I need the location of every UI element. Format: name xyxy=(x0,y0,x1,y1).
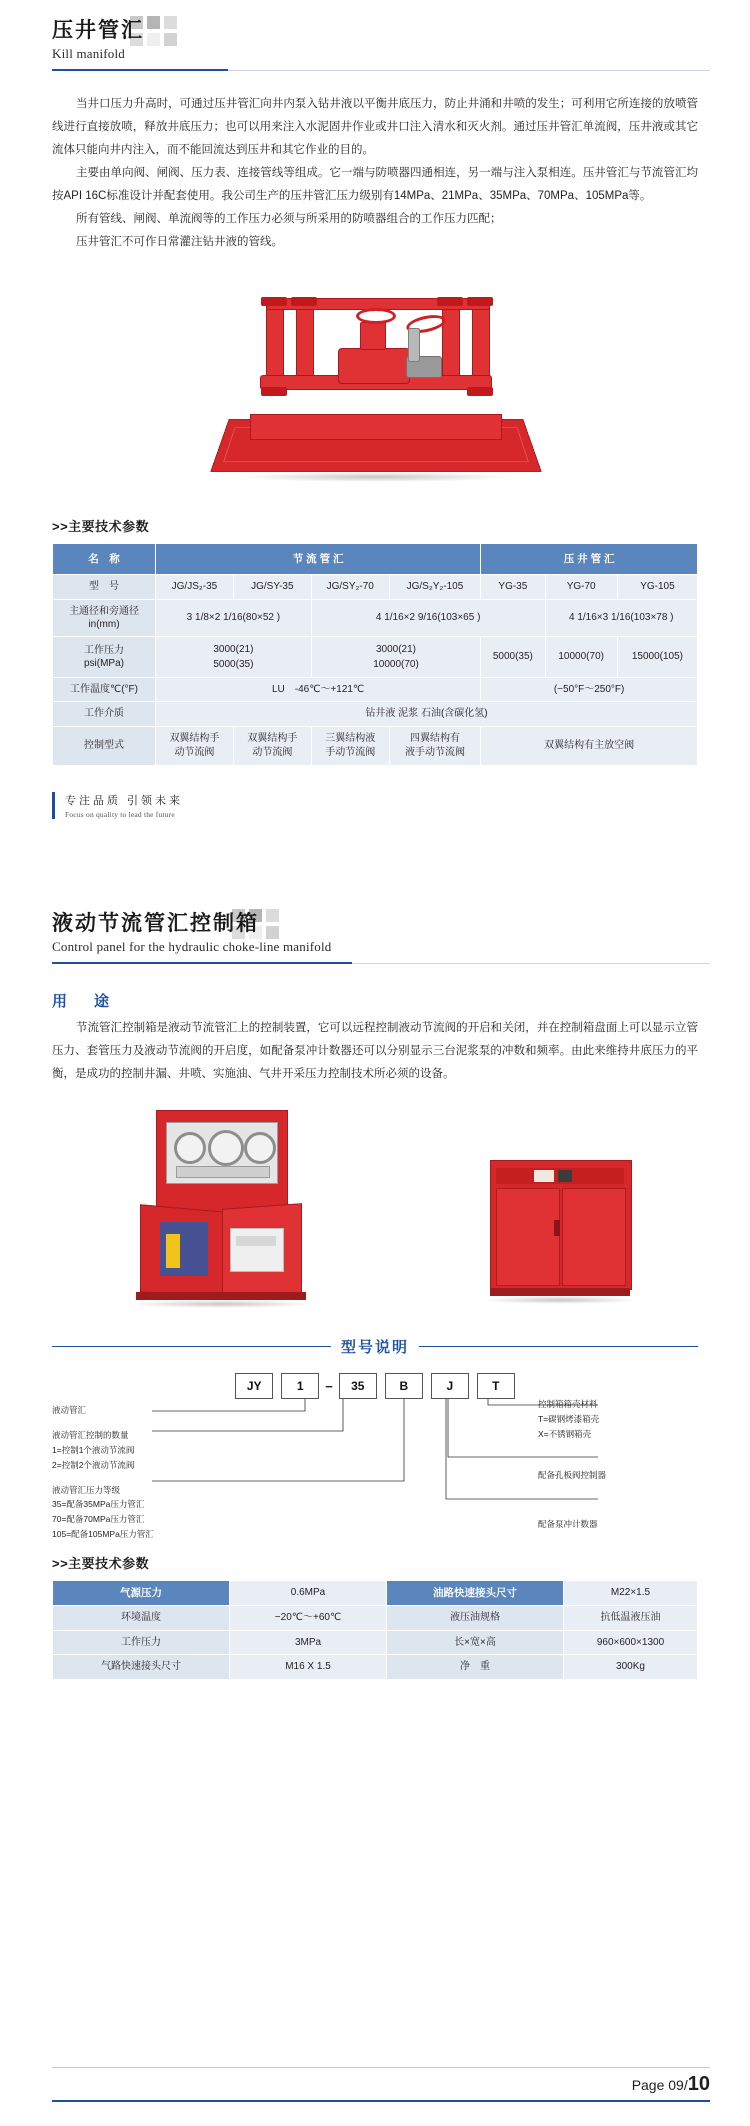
cell: JG/SY-35 xyxy=(233,575,311,600)
control-panel-open-photo xyxy=(110,1110,340,1310)
section-2-subtitle: Control panel for the hydraulic choke-line manifold xyxy=(52,939,332,954)
cell: YG-70 xyxy=(545,575,617,600)
legend-left xyxy=(52,1403,232,1542)
table-row xyxy=(53,702,698,727)
table-row xyxy=(53,1655,698,1680)
section-2-title: 液动节流管汇控制箱 xyxy=(52,911,259,935)
table-row xyxy=(53,1606,698,1631)
section-1-header xyxy=(0,0,750,71)
cell: 10000(70) xyxy=(545,636,617,677)
legend-item: 1=控制1个液动节流阀 xyxy=(52,1444,135,1455)
cell: 三翼结构液 手动节流阀 xyxy=(311,726,389,765)
model-code-count: 1 xyxy=(281,1373,319,1399)
table-header-row xyxy=(53,544,698,575)
th-kill-manifold: 压 井 管 汇 xyxy=(481,544,698,575)
cell: JG/JS₂-35 xyxy=(156,575,234,600)
cell: YG-35 xyxy=(481,575,545,600)
model-code-b: B xyxy=(385,1373,423,1399)
footer-divider xyxy=(52,2067,710,2068)
cell: JG/S₂Y₂-105 xyxy=(389,575,481,600)
cell: −20℃～+60℃ xyxy=(230,1606,387,1631)
table-row xyxy=(53,575,698,600)
control-panel-closed-photo xyxy=(490,1160,640,1310)
cell: 工作压力 xyxy=(53,1630,230,1655)
page-title: 压井管汇 xyxy=(52,19,144,42)
legend-item: 液动管汇压力等级 xyxy=(52,1484,121,1495)
paragraph: 所有管线、闸阀、单流阀等的工作压力必须与所采用的防喷器组合的工作压力匹配； xyxy=(76,213,502,226)
row-label: 型 号 xyxy=(53,575,156,600)
page-subtitle: Kill manifold xyxy=(52,46,126,62)
slogan-cn: 专注品质 引领未来 xyxy=(65,794,184,807)
row-label: 控制型式 xyxy=(53,726,156,765)
cell: 双翼结构有主放空阀 xyxy=(481,726,698,765)
cell: LU -46℃～+121℃ xyxy=(156,677,481,702)
section-2-param-heading: >>主要技术参数 xyxy=(52,1556,150,1571)
table-row xyxy=(53,726,698,765)
cell: 0.6MPa xyxy=(230,1581,387,1606)
cell: 净 重 xyxy=(387,1655,564,1680)
model-code-j: J xyxy=(431,1373,469,1399)
cell: 15000(105) xyxy=(617,636,697,677)
row-label: 工作温度℃(°F) xyxy=(53,677,156,702)
model-explanation-title: 型号说明 xyxy=(341,1339,410,1356)
section-2-header xyxy=(0,911,750,964)
cell: 钻井液 泥浆 石油(含碳化氢) xyxy=(156,702,698,727)
legend-item: T=碳钢烤漆箱壳 xyxy=(538,1413,600,1424)
legend-item: 70=配备70MPa压力管汇 xyxy=(52,1514,145,1525)
cell: 3000(21) 10000(70) xyxy=(311,636,480,677)
model-explanation-header xyxy=(52,1336,698,1357)
section-1-body xyxy=(0,93,750,254)
paragraph: 节流管汇控制箱是液动节流管汇上的控制装置，它可以远程控制液动节流阀的开启和关闭，并在控制箱盘面上可以显示立管压力、套管压力及液动节流阀的开启度，如配备泵冲计数器还可以分别显示三台泥浆泵的冲数和频率。由此来维持井底压力的平衡，是成功的控制井漏、井喷、实施油、气井开采压力控制技术所必须的设备。 xyxy=(52,1022,698,1080)
kill-manifold-spec-table xyxy=(52,543,698,766)
page-number-prefix: Page 09/ xyxy=(631,2077,688,2093)
cell: 双翼结构手 动节流阀 xyxy=(233,726,311,765)
section-1-param-heading: >>主要技术参数 xyxy=(52,519,150,535)
legend-item: 配备孔板阀控制器 xyxy=(538,1469,607,1480)
cell: 气源压力 xyxy=(53,1581,230,1606)
table-row xyxy=(53,677,698,702)
model-code-t: T xyxy=(477,1373,515,1399)
cell: 3 1/8×2 1/16(80×52 ) xyxy=(156,599,312,636)
cell: (−50°F～250°F) xyxy=(481,677,698,702)
cell: 长×宽×高 xyxy=(387,1630,564,1655)
cell: 油路快速接头尺寸 xyxy=(387,1581,564,1606)
legend-right xyxy=(538,1397,698,1531)
uses-body xyxy=(0,1017,750,1086)
legend-item: 105=配备105MPa压力管汇 xyxy=(52,1529,154,1540)
model-code-jy: JY xyxy=(235,1373,273,1399)
footer-accent-bar xyxy=(52,2100,710,2102)
cell: 液压油规格 xyxy=(387,1606,564,1631)
cell: 3MPa xyxy=(230,1630,387,1655)
cell: 四翼结构有 液手动节流阀 xyxy=(389,726,481,765)
paragraph: 压井管汇不可作日常灌注钻井液的管线。 xyxy=(76,236,283,249)
legend-item: X=不锈钢箱壳 xyxy=(538,1428,592,1439)
model-explanation-diagram xyxy=(52,1373,698,1543)
legend-item: 控制箱箱壳材料 xyxy=(538,1399,598,1409)
model-code-pressure: 35 xyxy=(339,1373,377,1399)
cell: 环境温度 xyxy=(53,1606,230,1631)
th-name: 名 称 xyxy=(53,544,156,575)
th-choke-manifold: 节 流 管 汇 xyxy=(156,544,481,575)
cell: 960×600×1300 xyxy=(564,1630,698,1655)
legend-item: 35=配备35MPa压力管汇 xyxy=(52,1499,145,1510)
cell: M22×1.5 xyxy=(564,1581,698,1606)
header-rule xyxy=(52,69,710,71)
table-row xyxy=(53,636,698,677)
legend-item: 2=控制2个液动节流阀 xyxy=(52,1459,135,1470)
control-panel-photos xyxy=(0,1110,750,1310)
cell: 300Kg xyxy=(564,1655,698,1680)
cell: YG-105 xyxy=(617,575,697,600)
cell: 4 1/16×2 9/16(103×65 ) xyxy=(311,599,545,636)
legend-item: 液动管汇控制的数量 xyxy=(52,1429,129,1440)
table-row xyxy=(53,599,698,636)
slogan-en: Focus on quality to lead the future xyxy=(65,809,175,819)
paragraph: 主要由单向阀、闸阀、压力表、连接管线等组成。它一端与防喷器四通相连，另一端与注入泵相连。压井管汇与节流管汇均按API 16C标准设计并配套使用。我公司生产的压井管汇压力级别有14MPa、21MPa、35MPa、70MPa、105MPa等。 xyxy=(52,167,698,203)
page-number xyxy=(632,2073,710,2096)
page-number-total: 10 xyxy=(687,2073,710,2095)
header-rule-2 xyxy=(52,962,710,964)
table-row xyxy=(53,1630,698,1655)
cell: 3000(21) 5000(35) xyxy=(156,636,312,677)
quality-slogan xyxy=(52,792,750,819)
kill-manifold-photo xyxy=(210,272,540,482)
paragraph: 当井口压力升高时，可通过压井管汇向井内泵入钻井液以平衡井底压力，防止井涌和井喷的发生；可利用它所连接的放喷管线进行直接放喷，释放井底压力；也可以用来注入水泥固井作业或井口注入清水和灭火剂。通过压井管汇单流阀，压井液或其它流体只能向井内注入，而不能回流达到压井和其它作业的目的。 xyxy=(52,98,698,157)
cell: 抗低温液压油 xyxy=(564,1606,698,1631)
row-label: 工作压力 psi(MPa) xyxy=(53,636,156,677)
uses-title: 用 途 xyxy=(52,993,116,1010)
legend-item: 配备泵冲计数器 xyxy=(538,1518,598,1529)
cell: 4 1/16×3 1/16(103×78 ) xyxy=(545,599,698,636)
row-label: 工作介质 xyxy=(53,702,156,727)
legend-item: 液动管汇 xyxy=(52,1405,87,1415)
cell: 气路快速接头尺寸 xyxy=(53,1655,230,1680)
table-row xyxy=(53,1581,698,1606)
control-panel-spec-table xyxy=(52,1580,698,1680)
row-label: 主通径和旁通径 in(mm) xyxy=(53,599,156,636)
cell: JG/SY₂-70 xyxy=(311,575,389,600)
cell: M16 X 1.5 xyxy=(230,1655,387,1680)
model-code-dash: − xyxy=(325,1378,333,1394)
cell: 5000(35) xyxy=(481,636,545,677)
cell: 双翼结构手 动节流阀 xyxy=(156,726,234,765)
